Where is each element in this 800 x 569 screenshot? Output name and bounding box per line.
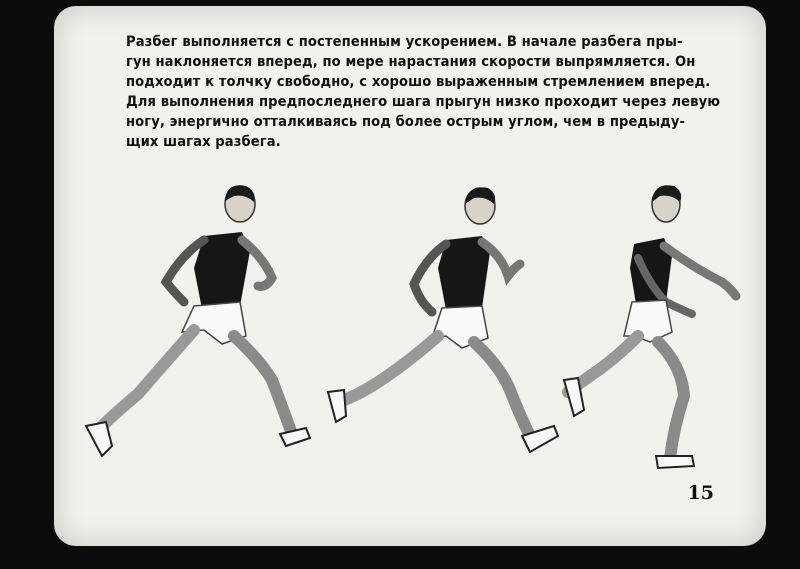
slide-page: [54, 6, 766, 546]
text-line: щих шагах разбега.: [126, 133, 281, 150]
runner-leg-back: [98, 330, 194, 430]
page-number: 15: [687, 482, 714, 504]
text-line: гун наклоняется вперед, по мере нарастания скорости выпрямляется. Он: [126, 53, 696, 70]
runner-shoe: [86, 422, 112, 456]
runner-figure-1: [86, 185, 310, 456]
text-line: подходит к толчку свободно, с хорошо выраженным стремлением вперед.: [126, 73, 711, 90]
runner-leg-front: [474, 342, 532, 440]
runner-leg-front: [658, 342, 684, 458]
runner-figure-2: [328, 187, 558, 452]
runner-leg-back: [338, 336, 438, 402]
runner-figure-3: [564, 185, 736, 468]
runners-illustration: [54, 6, 766, 546]
text-line: Для выполнения предпоследнего шага прыгун низко проходит через левую: [126, 93, 721, 110]
runner-shoe: [328, 390, 346, 422]
runner-leg-front: [234, 336, 292, 434]
runner-shoe: [656, 456, 694, 468]
runner-arm-front: [664, 246, 736, 296]
text-line: Разбег выполняется с постепенным ускорением. В начале разбега пры-: [126, 33, 683, 50]
text-line: ногу, энергично отталкиваясь под более острым углом, чем в предыду-: [126, 113, 686, 130]
